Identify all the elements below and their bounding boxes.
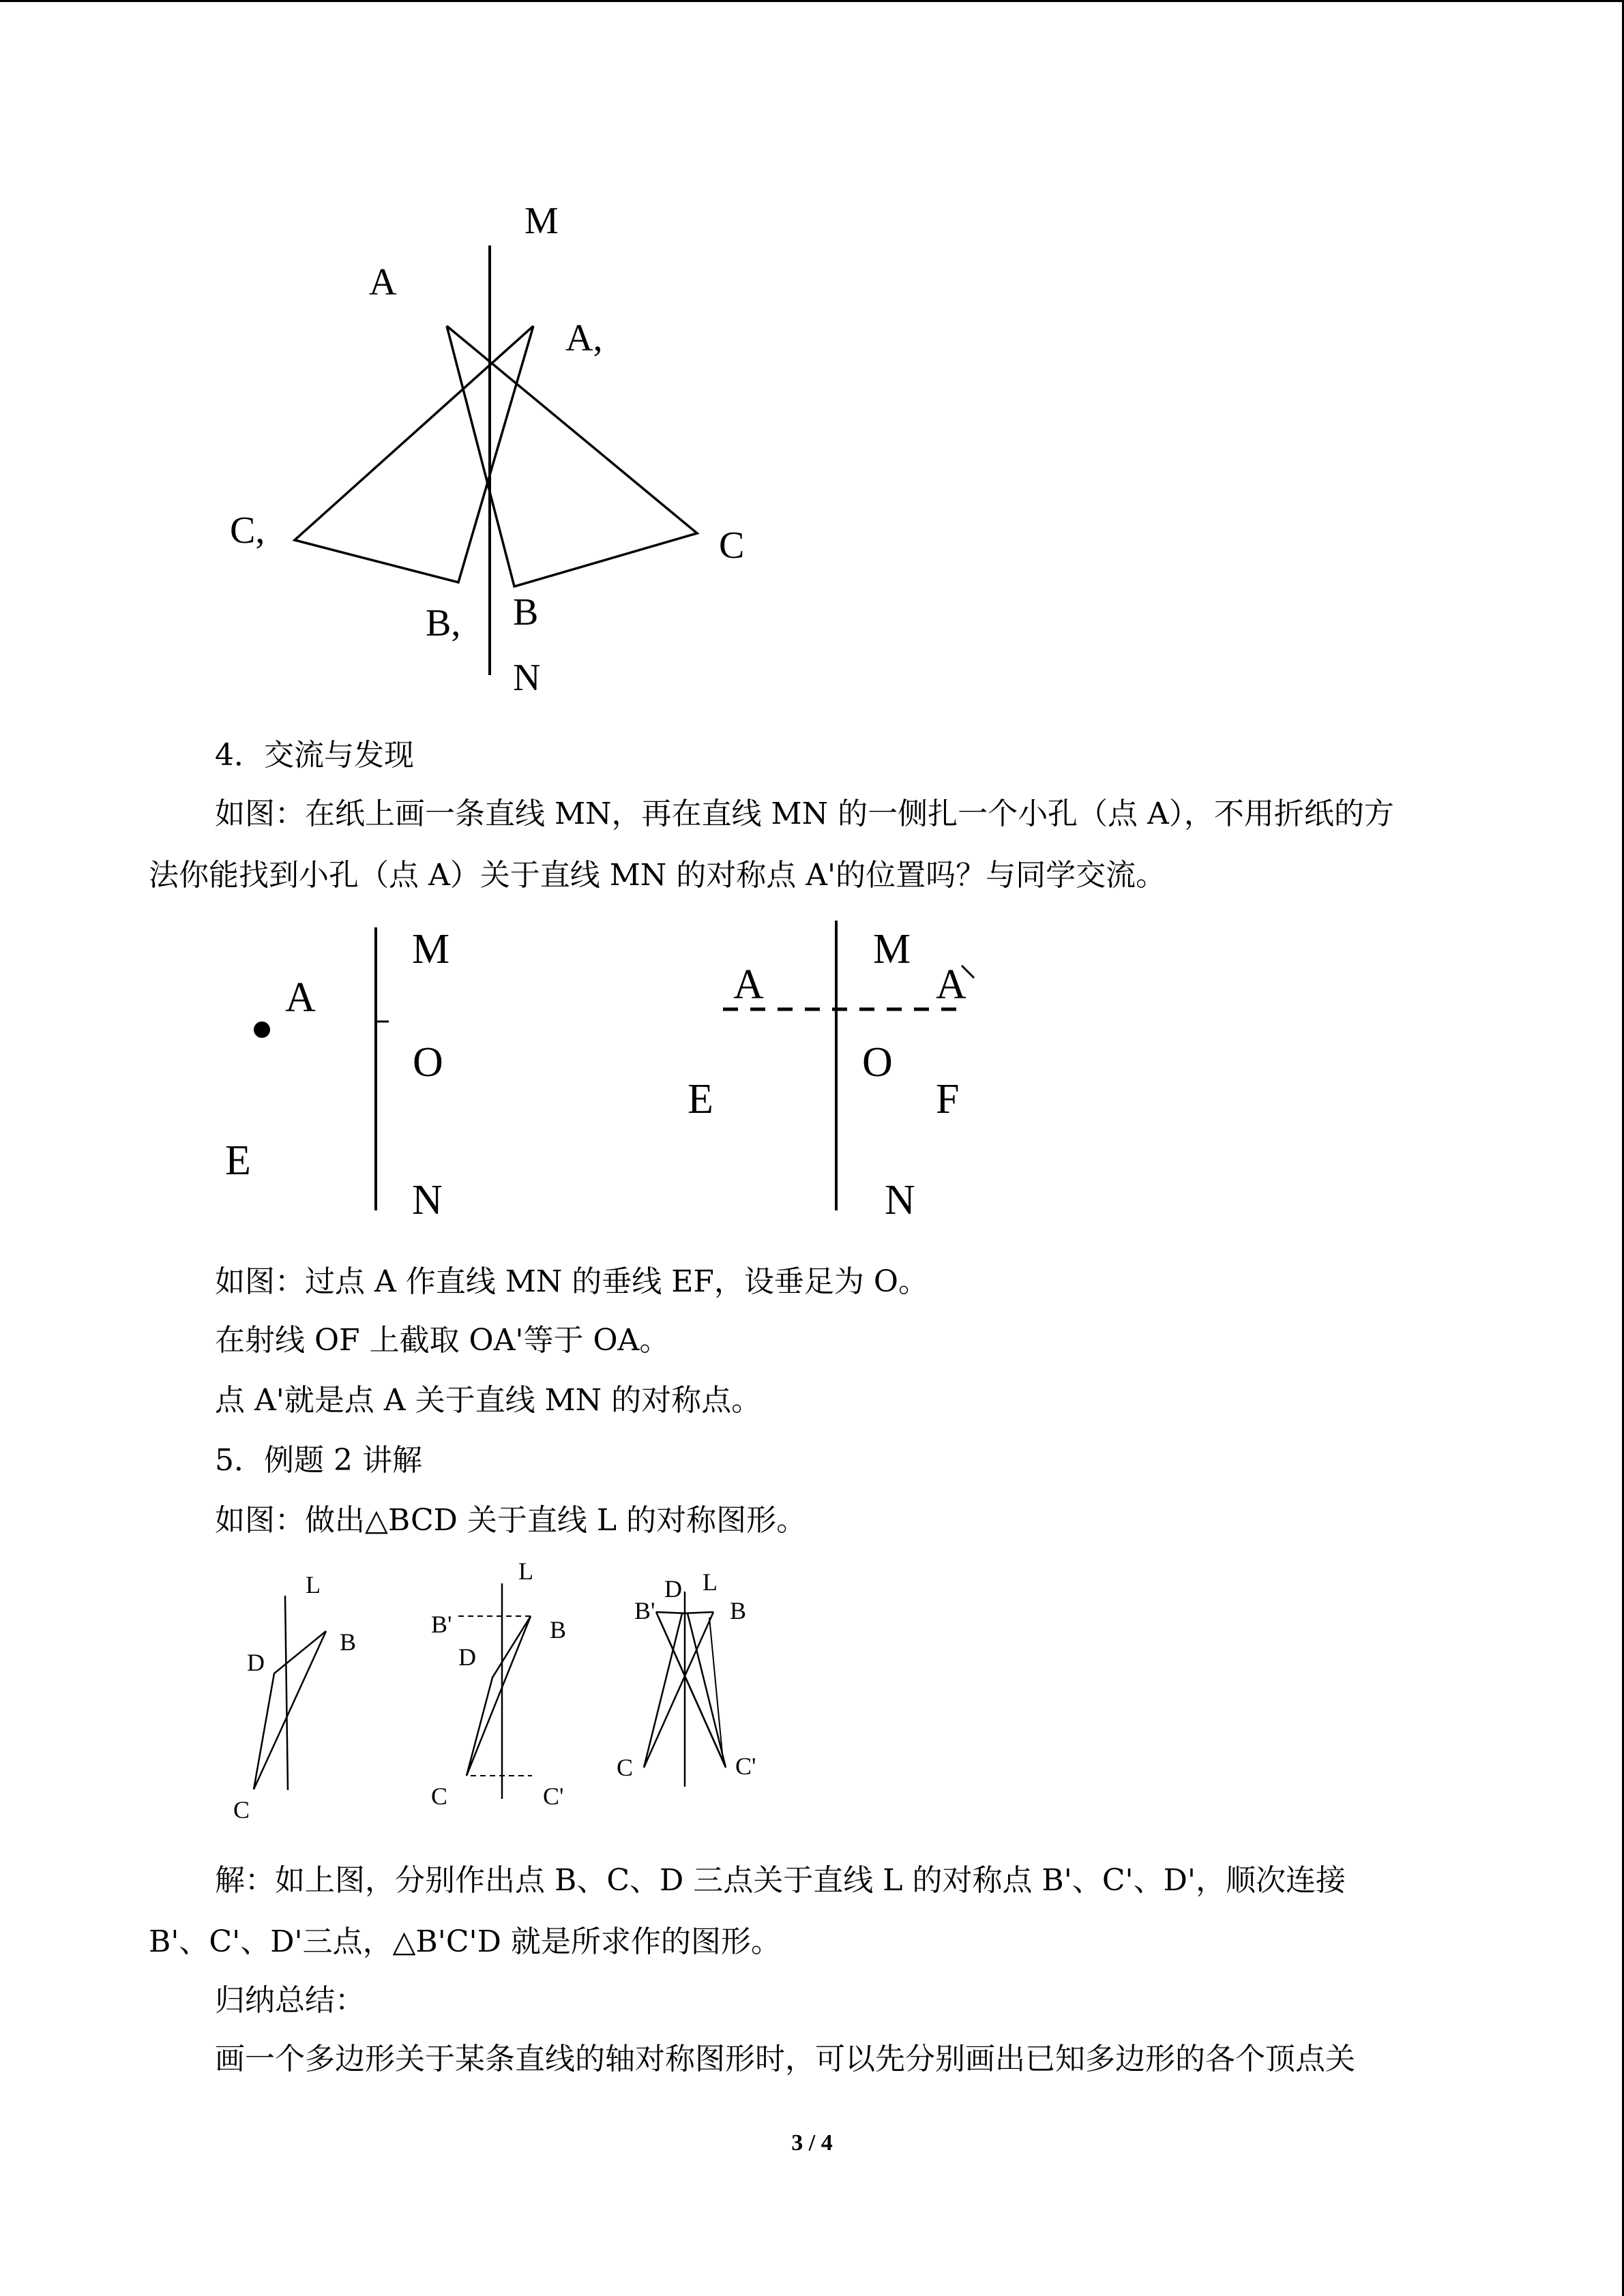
label-n: N [513,657,541,699]
section4-heading: 4．交流与发现 [215,738,414,773]
label-c-prime: C' [543,1783,564,1810]
summary-heading: 归纳总结： [215,1983,365,2018]
figure-perpendicular-construction [0,921,1023,1248]
label-b-prime: B' [634,1597,655,1624]
label-m: M [873,926,911,972]
panel-reflecting-points [431,1557,566,1810]
label-e: E [225,1137,251,1184]
label-n: N [412,1177,443,1223]
page-number: 3 / 4 [791,2130,833,2156]
label-b: B [550,1616,567,1643]
panel-original-triangle [233,1571,356,1823]
label-c: C [431,1783,448,1810]
label-c-prime: C' [735,1753,756,1780]
summary-text: 画一个多边形关于某条直线的轴对称图形时，可以先分别画出已知多边形的各个顶点关 [215,2042,1355,2076]
line-l [285,1596,288,1790]
figure-bcd-reflection [0,1557,818,1834]
triangle-a-prime-b-prime-c-prime [295,326,533,582]
solution-line1: 解：如上图，分别作出点 B、C、D 三点关于直线 L 的对称点 B'、C'、D'，顺次连接 [215,1863,1346,1898]
label-a: A [733,961,764,1008]
label-b: B [513,591,539,633]
triangle-extra [659,1617,723,1761]
label-b: B [340,1628,357,1656]
section4-question-line2: 法你能找到小孔（点 A）关于直线 MN 的对称点 A'的位置吗？与同学交流。 [149,858,1166,893]
label-b-prime: B, [426,602,461,644]
label-o: O [413,1039,443,1086]
section4-question-line1: 如图：在纸上画一条直线 MN，再在直线 MN 的一侧扎一个小孔（点 A），不用折纸的方 [215,796,1394,831]
figure-triangles-symmetric [0,177,818,723]
label-c: C [617,1754,634,1781]
label-b-prime: B' [431,1611,452,1638]
step-3: 点 A'就是点 A 关于直线 MN 的对称点。 [215,1383,762,1418]
label-l: L [518,1557,533,1585]
label-f: F [936,1076,960,1122]
label-a: A [285,974,316,1021]
label-a: A [369,261,397,303]
triangle-abc [447,326,697,586]
label-m: M [412,926,450,972]
solution-line2: B'、C'、D'三点，△B'C'D 就是所求作的图形。 [149,1924,781,1959]
label-a-prime: A [936,961,966,1008]
top-border [0,0,1624,2]
label-e: E [688,1076,713,1122]
label-d: D [664,1575,682,1602]
label-c-prime: C, [230,509,265,552]
label-d: D [247,1649,265,1676]
panel-reflected-result [617,1568,756,1787]
step-2: 在射线 OF 上截取 OA'等于 OA。 [215,1323,670,1358]
label-d: D [458,1643,476,1671]
label-c: C [719,524,745,567]
label-n: N [885,1177,915,1223]
label-o: O [862,1039,893,1086]
label-c: C [233,1796,250,1823]
label-l: L [703,1568,718,1596]
label-m: M [525,200,559,242]
step-1: 如图：过点 A 作直线 MN 的垂线 EF，设垂足为 O。 [215,1264,928,1299]
triangle-bcd [467,1616,531,1776]
label-l: L [306,1571,321,1598]
label-a-prime: A, [565,317,603,359]
section5-prompt: 如图：做出△BCD 关于直线 L 的对称图形。 [215,1503,807,1538]
triangle-bcd [644,1612,713,1768]
label-b: B [730,1597,747,1624]
section5-heading: 5．例题 2 讲解 [215,1443,422,1478]
